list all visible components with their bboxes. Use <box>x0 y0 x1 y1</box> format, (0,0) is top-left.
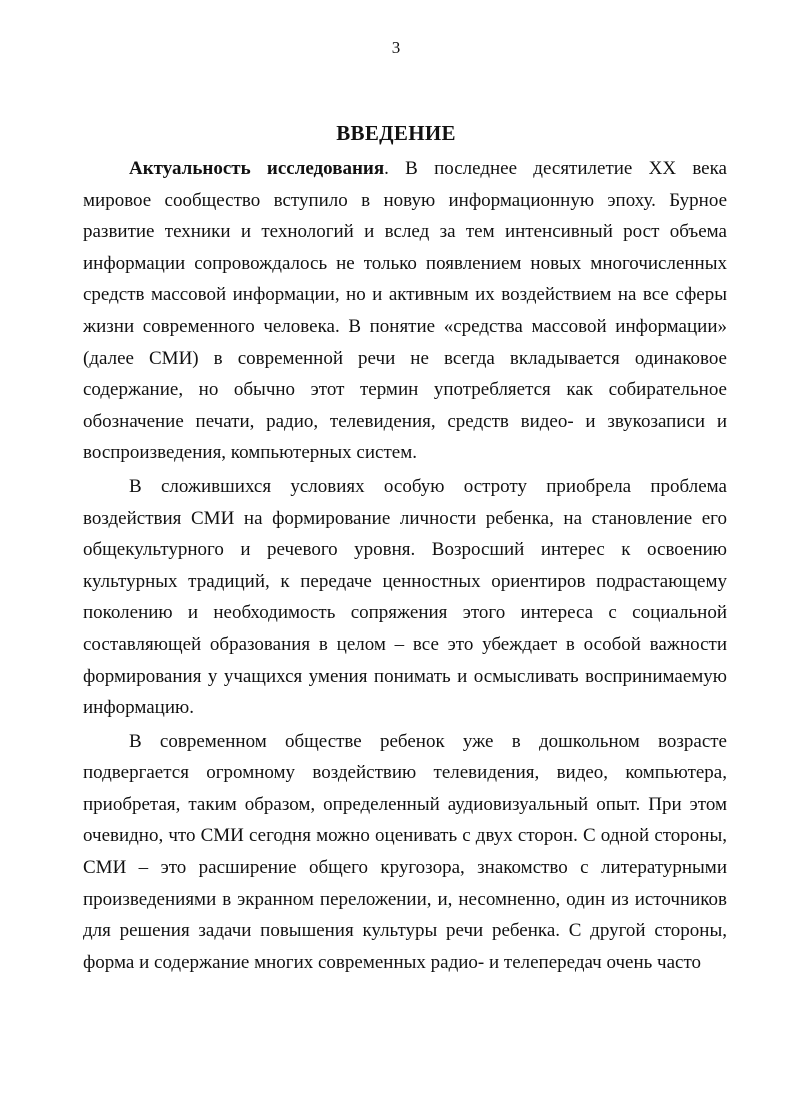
page-number: 3 <box>391 38 401 57</box>
paragraph-text: . В последнее десятилетие XX века мировое сообщество вступило в новую информационную эпоху. Бурное развитие техники и технологий и вслед за тем интенсивный рост объема информации сопровождалось не только появлением новых многочисленных средств массовой информации, но и активным их воздействием на все сферы жизни современного человека. В понятие «средства массовой информации» (далее СМИ) в современной речи не всегда вкладывается одинаковое содержание, но обычно этот термин употребляется как собирательное обозначение печати, радио, телевидения, средств видео- и звукозаписи и воспроизведения, компьютерных систем. <box>83 158 727 464</box>
paragraph-text: В сложившихся условиях особую остроту приобрела проблема воздействия СМИ на формирование личности ребенка, на становление его общекультурного и речевого уровня. Возросший интерес к освоению культурных традиций, к передаче ценностных ориентиров подрастающему поколению и необходимость сопряжения этого интереса с социальной составляющей образования в целом – все это убеждает в особой важности формирования у учащихся умения понимать и осмысливать воспринимаемую информацию. <box>83 475 727 719</box>
body-text <box>83 153 727 978</box>
paragraph-conditions <box>83 471 727 724</box>
paragraph-text: В современном обществе ребенок уже в дошкольном возрасте подвергается огромному воздействию телевидения, видео, компьютера, приобретая, таким образом, определенный аудиовизуальный опыт. При этом очевидно, что СМИ сегодня можно оценивать с двух сторон. С одной стороны, СМИ – это расширение общего кругозора, знакомство с литературными произведениями в экранном переложении, и, несомненно, один из источников для решения задачи повышения культуры речи ребенка. С другой стороны, форма и содержание многих современных радио- и телепередач очень часто <box>83 730 727 973</box>
paragraph-relevance <box>83 153 727 469</box>
paragraph-lead: Актуальность исследования <box>129 158 385 179</box>
paragraph-society <box>83 726 727 979</box>
section-heading: ВВЕДЕНИЕ <box>336 121 456 145</box>
